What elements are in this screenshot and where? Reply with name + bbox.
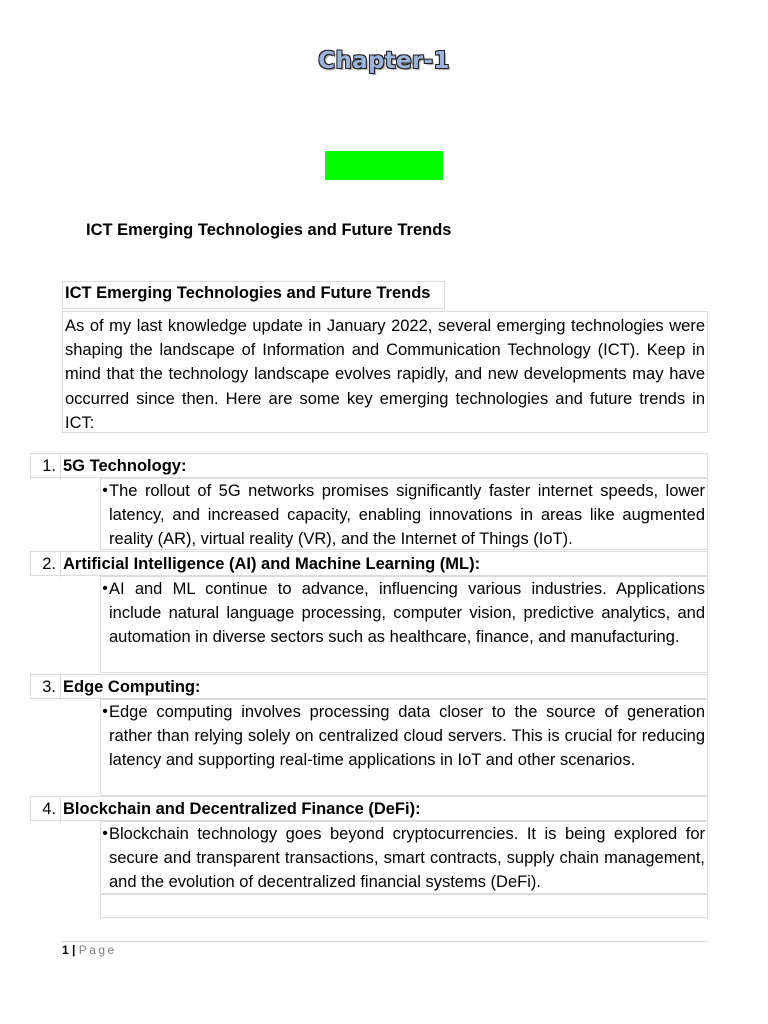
list-item-title: Artificial Intelligence (AI) and Machine Learning (ML): bbox=[63, 555, 481, 573]
list-number: 2. bbox=[31, 552, 61, 577]
intro-paragraph: As of my last knowledge update in January 2022, several emerging technologies were shaping the landscape of Information and Communication Technology (ICT). Keep in mind that the technology landscape evolves rapidly, and new developments may have occurred since then. Here are some key emerging technologies and future trends in ICT: bbox=[62, 311, 708, 433]
list-item-heading bbox=[30, 796, 708, 821]
list-item-body bbox=[100, 576, 708, 673]
footer-separator: | bbox=[72, 943, 76, 957]
list-item-heading bbox=[30, 551, 708, 576]
list-item-title: Blockchain and Decentralized Finance (DeFi): bbox=[63, 800, 421, 818]
footer-divider bbox=[62, 941, 708, 942]
list-number: 4. bbox=[31, 797, 61, 822]
bullet-icon: • bbox=[102, 703, 108, 720]
list-item-heading bbox=[30, 674, 708, 699]
page-label: Page bbox=[78, 943, 117, 957]
list-item-body bbox=[100, 699, 708, 796]
bullet-icon: • bbox=[102, 482, 108, 499]
bullet-icon: • bbox=[102, 825, 108, 842]
list-item-body bbox=[100, 478, 708, 550]
list-number: 1. bbox=[31, 454, 61, 479]
page-footer bbox=[62, 943, 117, 957]
main-heading: ICT Emerging Technologies and Future Trends bbox=[86, 221, 452, 239]
page-number: 1 bbox=[62, 943, 69, 957]
list-item-title: 5G Technology: bbox=[63, 457, 187, 475]
bullet-icon: • bbox=[102, 580, 108, 597]
list-item-text: AI and ML continue to advance, influencing various industries. Applications include natural language processing, computer vision, predictive analytics, and automation in diverse sectors such as healthcare, finance, and manufacturing. bbox=[109, 580, 705, 647]
list-item-text: Blockchain technology goes beyond cryptocurrencies. It is being explored for secure and transparent transactions, smart contracts, supply chain management, and the evolution of decentralized financial systems (DeFi). bbox=[109, 825, 705, 892]
list-item-body bbox=[100, 821, 708, 894]
section-title-box: ICT Emerging Technologies and Future Trends bbox=[62, 281, 445, 309]
list-item-title: Edge Computing: bbox=[63, 678, 201, 696]
list-item-text: The rollout of 5G networks promises significantly faster internet speeds, lower latency, and increased capacity, enabling innovations in areas like augmented reality (AR), virtual reality (VR), and the Internet of Things (IoT). bbox=[109, 482, 705, 549]
highlight-bar bbox=[325, 151, 443, 180]
list-number: 3. bbox=[31, 675, 61, 700]
empty-table-row bbox=[100, 894, 708, 918]
list-item-text: Edge computing involves processing data closer to the source of generation rather than relying solely on centralized cloud servers. This is crucial for reducing latency and supporting real-time applications in IoT and other scenarios. bbox=[109, 703, 705, 770]
chapter-title: Chapter-1 bbox=[318, 48, 450, 74]
list-item-heading bbox=[30, 453, 708, 478]
